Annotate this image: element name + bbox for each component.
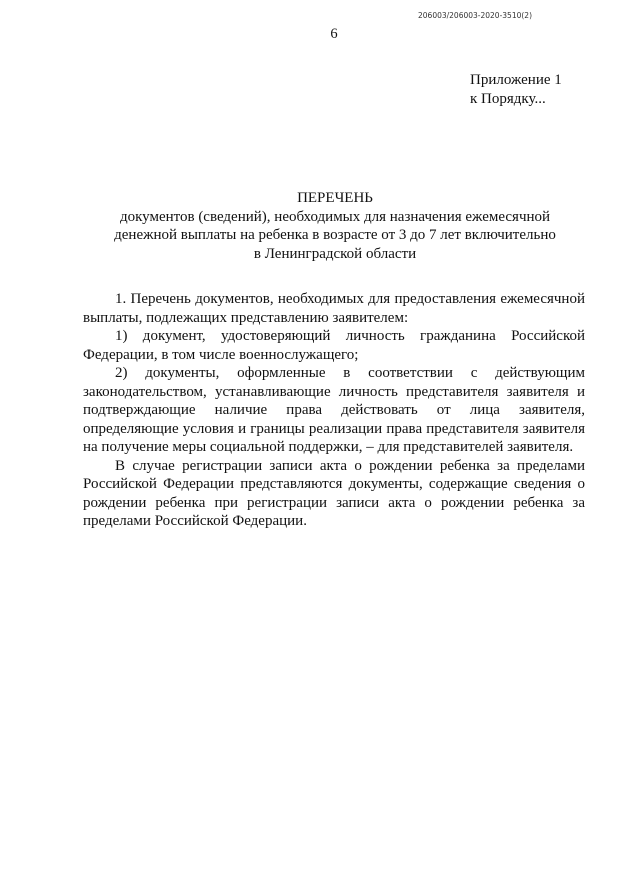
title-line-2: денежной выплаты на ребенка в возрасте от 3 до 7 лет включительно <box>114 227 556 243</box>
document-body <box>83 290 585 531</box>
appendix-reference <box>470 71 562 109</box>
title-line-3: в Ленинградской области <box>253 245 417 262</box>
paragraph-list-intro: 1. Перечень документов, необходимых для предоставления ежемесячной выплаты, подлежащих представлению заявителем: <box>83 291 585 326</box>
paragraph-item-2: 2) документы, оформленные в соответствии с действующим законодательством, устанавливающие личность представителя заявителя и подтверждающие наличие права действовать от лица заявителя, определяющие условия и границы реализации права представителя заявителя на получение меры социальной поддержки, – для представителей заявителя. <box>83 365 585 455</box>
page-number: 6 <box>330 26 338 42</box>
paragraph-item-1: 1) документ, удостоверяющий личность гражданина Российской Федерации, в том числе военнослужащего; <box>83 328 585 363</box>
title-heading: ПЕРЕЧЕНЬ <box>297 190 373 206</box>
appendix-line-2: к Порядку... <box>470 91 546 107</box>
document-id: 206003/206003-2020-3510(2) <box>418 11 532 20</box>
appendix-line-1: Приложение 1 <box>470 72 562 88</box>
document-title <box>90 189 580 263</box>
paragraph-foreign-registration: В случае регистрации записи акта о рождении ребенка за пределами Российской Федерации представляются документы, содержащие сведения о рождении ребенка при регистрации записи акта о рождении ребенка за пределами Российской Федерации. <box>83 457 585 529</box>
title-line-1: документов (сведений), необходимых для назначения ежемесячной <box>119 208 551 225</box>
